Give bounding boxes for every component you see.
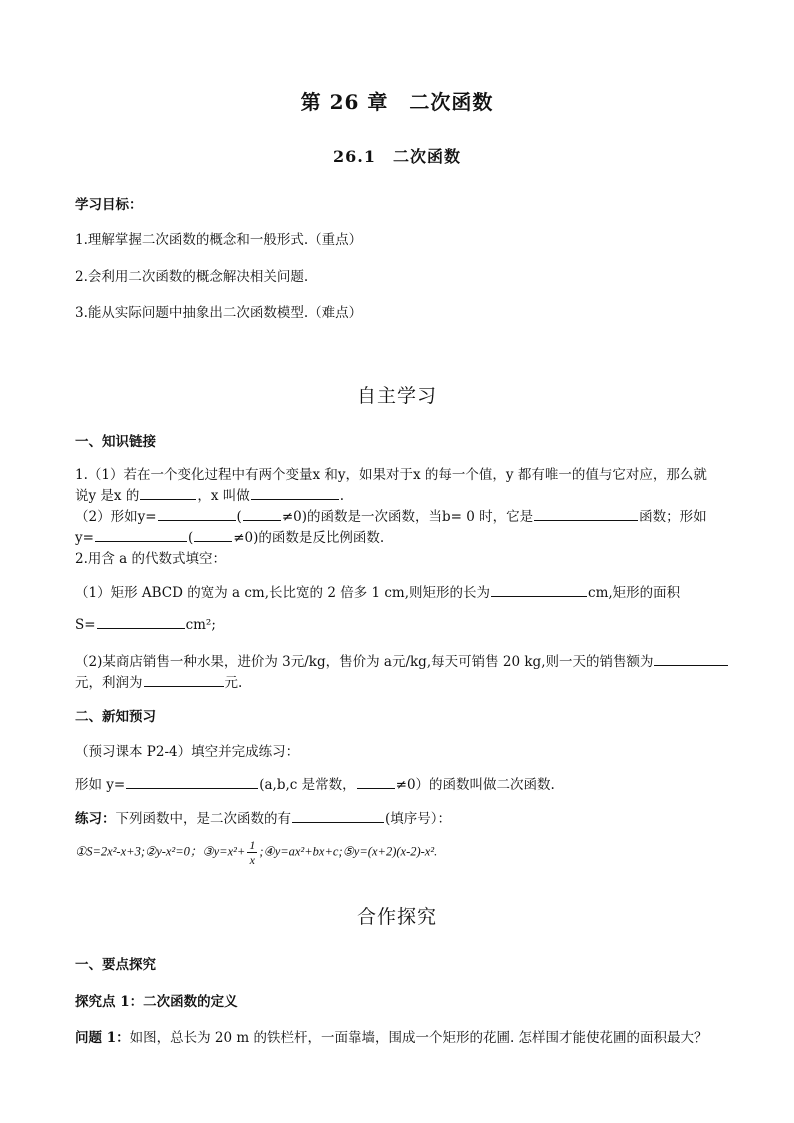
question-2-part-2-profit: 元，利润为 元. (75, 675, 243, 691)
goals-heading: 学习目标： (75, 197, 143, 213)
section-title: 26.1 二次函数 (333, 147, 461, 166)
exercise-line: 练习：下列函数中，是二次函数的有 (填序号）： (75, 811, 452, 827)
knowledge-link-heading: 一、知识链接 (75, 434, 156, 450)
preview-instruction: （预习课本 P2-4）填空并完成练习： (75, 744, 300, 760)
chapter-title: 第 26 章 二次函数 (300, 90, 494, 114)
question-1-line-1: 1.（1）若在一个变化过程中有两个变量x 和y，如果对于x 的每一个值，y 都有唯一的值与它对应，那么就 (75, 467, 707, 483)
answer-blank[interactable] (251, 486, 339, 500)
answer-blank[interactable] (292, 809, 384, 823)
key-points-heading: 一、要点探究 (75, 957, 156, 973)
question-2-part-2: （2)某商店销售一种水果，进价为 3元/kg，售价为 a元/kg,每天可销售 20 kg,则一天的销售额为 (75, 650, 729, 670)
answer-blank[interactable] (534, 507, 638, 521)
question-1-line-2: 说y 是x 的 ，x 叫做 . (75, 488, 345, 504)
answer-blank[interactable] (126, 775, 258, 789)
goal-item-1: 1.理解掌握二次函数的概念和一般形式.（重点） (75, 232, 363, 248)
question-1-part-3: y= ( ≠0)的函数是反比例函数. (75, 530, 385, 546)
answer-blank[interactable] (357, 775, 395, 789)
question-2: 2.用含 a 的代数式填空： (75, 551, 227, 567)
answer-blank[interactable] (194, 528, 232, 542)
question-2-part-1-area: S= cm²; (75, 617, 216, 633)
problem-1: 问题 1：如图，总长为 20 m 的铁栏杆，一面靠墙，围成一个矩形的花圃. 怎样围才能使花圃的面积最大？ (75, 1030, 708, 1046)
answer-blank[interactable] (158, 507, 236, 521)
goal-item-2: 2.会利用二次函数的概念解决相关问题. (75, 269, 309, 285)
answer-blank[interactable] (491, 583, 587, 597)
cooperation-title: 合作探究 (356, 906, 437, 928)
answer-blank[interactable] (243, 507, 281, 521)
preview-heading: 二、新知预习 (75, 709, 156, 725)
answer-blank[interactable] (144, 673, 224, 687)
answer-blank[interactable] (97, 615, 185, 629)
exercise-items: ①S=2x²-x+3;②y-x²=0；③y=x²+ $\frac{1}{x}$ ;④y=ax²+bx+c;⑤y=(x+2)(x-2)-x². (75, 838, 438, 867)
fraction: $\frac{1}{x}$ (249, 838, 256, 867)
explore-point-1-heading: 探究点 1：二次函数的定义 (75, 994, 238, 1010)
answer-blank[interactable] (95, 528, 187, 542)
self-study-title: 自主学习 (356, 385, 437, 407)
question-2-part-1: （1）矩形 ABCD 的宽为 a cm,长比宽的 2 倍多 1 cm,则矩形的长为 cm,矩形的面积 (75, 585, 681, 601)
answer-blank[interactable] (140, 486, 196, 500)
question-1-part-2: （2）形如y= ( ≠0)的函数是一次函数，当b= 0 时，它是 函数；形如 (75, 509, 707, 525)
definition-line: 形如 y= (a,b,c 是常数， ≠0）的函数叫做二次函数. (75, 777, 555, 793)
answer-blank[interactable] (654, 652, 728, 666)
goal-item-3: 3.能从实际问题中抽象出二次函数模型.（难点） (75, 305, 363, 321)
